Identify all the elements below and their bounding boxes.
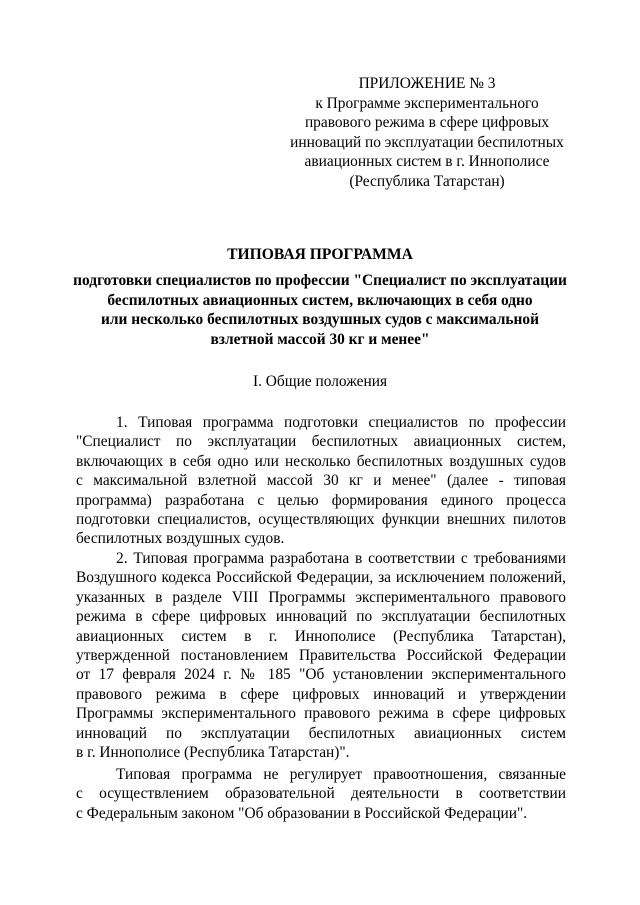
paragraph-line: инноваций по эксплуатации беспилотных авиационных систем (76, 724, 566, 742)
paragraph-line: в г. Иннополисе (Республика Татарстан)". (76, 744, 350, 762)
appendix-header (282, 74, 572, 191)
paragraph-line: 1. Типовая программа подготовки специалистов по профессии (116, 414, 566, 431)
subtitle-line: или несколько беспилотных воздушных судов с максимальной (101, 311, 539, 328)
subtitle-line: взлетной массой 30 кг и менее" (210, 330, 430, 348)
paragraph-line: утвержденной постановлением Правительства Российской Федерации (76, 647, 566, 665)
appendix-line: авиационных систем в г. Иннополисе (304, 153, 550, 170)
paragraph-line: с максимальной взлетной массой 30 кг и менее" (далее - типовая (76, 472, 566, 490)
appendix-line: к Программе экспериментального (315, 94, 539, 112)
paragraph-line: включающих в себя одно или несколько беспилотных воздушных судов (76, 452, 566, 470)
paragraph-line: Типовая программа не регулирует правоотношения, связанные (116, 766, 566, 783)
paragraph-line: авиационных систем в г. Иннополисе (Республика Татарстан), (76, 627, 566, 645)
appendix-line: ПРИЛОЖЕНИЕ № 3 (358, 75, 496, 92)
document-title: ТИПОВАЯ ПРОГРАММА (227, 246, 413, 263)
paragraph-line: Воздушного кодекса Российской Федерации, за исключением положений, (76, 569, 566, 587)
section-heading: I. Общие положения (252, 373, 388, 390)
paragraph-3 (76, 765, 566, 823)
document-subtitle (60, 271, 580, 349)
appendix-line: правового режима в сфере цифровых (304, 114, 550, 131)
paragraph-line: от 17 февраля 2024 г. № 185 "Об установлении экспериментального (76, 666, 566, 684)
paragraph-line: подготовки специалистов, осуществляющих функции внешних пилотов (76, 511, 566, 529)
paragraph-line: правового режима в сфере цифровых инноваций и утверждении (76, 685, 566, 703)
paragraph-line: "Специалист по эксплуатации беспилотных авиационных систем, (76, 433, 566, 451)
appendix-line: инноваций по эксплуатации беспилотных (290, 133, 564, 151)
paragraph-line: 2. Типовая программа разработана в соответствии с требованиями (116, 550, 566, 567)
paragraph-1 (76, 413, 566, 549)
subtitle-line: подготовки специалистов по профессии "Специалист по эксплуатации (73, 272, 567, 289)
paragraph-line: с осуществлением образовательной деятельности в соответствии (76, 785, 566, 803)
paragraph-line: с Федеральным законом "Об образовании в Российской Федерации". (76, 804, 528, 822)
paragraph-line: указанных в разделе VIII Программы экспериментального правового (76, 588, 566, 606)
paragraph-line: режима в сфере цифровых инноваций по эксплуатации беспилотных (76, 608, 566, 626)
paragraph-line: Программы экспериментального правового режима в сфере цифровых (76, 705, 566, 723)
appendix-line: (Республика Татарстан) (349, 172, 505, 190)
paragraph-2 (76, 549, 566, 762)
paragraph-line: программа) разработана с целью формирования единого процесса (76, 491, 566, 509)
subtitle-line: беспилотных авиационных систем, включающих в себя одно (107, 291, 533, 309)
paragraph-line: беспилотных воздушных судов. (76, 530, 285, 548)
